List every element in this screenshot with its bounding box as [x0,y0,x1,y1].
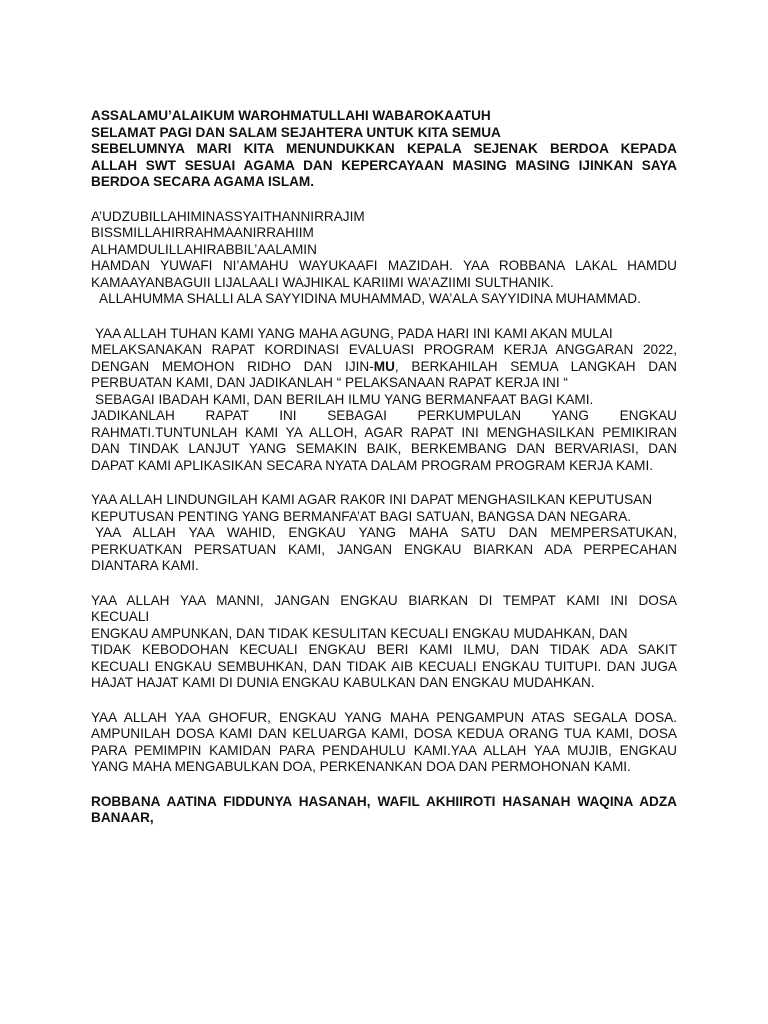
closing-line: BANAAR, [91,810,154,825]
paragraph-line: KECUALI [91,609,150,624]
paragraph-line: SEBAGAI IBADAH KAMI, DAN BERILAH ILMU YANG BERMANFAAT BAGI KAMI. [95,391,594,407]
paragraph-line: KECUALI ENGKAU SEMBUHKAN, DAN TIDAK AIB KECUALI ENGKAU TUITUPI. DAN JUGA [91,658,677,674]
paragraph-line: YAA ALLAH LINDUNGILAH KAMI AGAR RAK0R INI DAPAT MENGHASILKAN KEPUTUSAN [91,492,653,507]
paragraph-line: YANG MAHA MENGABULKAN DOA, PERKENANKAN DOA DAN PERMOHONAN KAMI. [91,759,631,774]
paragraph-line: DAPAT KAMI APLIKASIKAN SECARA NYATA DALAM PROGRAM PROGRAM KERJA KAMI. [91,457,654,473]
paragraph-line: DIANTARA KAMI. [91,558,199,573]
invocation-line: HAMDAN YUWAFI NI’AMAHU WAYUKAAFI MAZIDAH. YAA ROBBANA LAKAL HAMDU [91,258,677,273]
invocation-line: BISSMILLAHIRRAHMAANIRRAHIIM [91,225,314,240]
invocation-line: KAMAAYANBAGUII LIJALAALI WAJHIKAL KARIIMI WA’AZIIMI SULTHANIK. [91,274,554,290]
paragraph-line: ENGKAU AMPUNKAN, DAN TIDAK KESULITAN KECUALI ENGKAU MUDAHKAN, DAN [91,625,628,641]
paragraph-line: YAA ALLAH YAA MANNI, JANGAN ENGKAU BIARKAN DI TEMPAT KAMI INI DOSA [91,592,677,608]
greeting-line: ALLAH SWT SESUAI AGAMA DAN KEPERCAYAAN MASING MASING IJINKAN SAYA [91,157,677,173]
paragraph-line: YAA ALLAH TUHAN KAMI YANG MAHA AGUNG, PADA HARI INI KAMI AKAN MULAI [95,325,613,341]
prayer-paragraph-2 [91,492,677,575]
paragraph-line: JADIKANLAH RAPAT INI SEBAGAI PERKUMPULAN YANG ENGKAU [91,408,677,423]
paragraph-line: PARA PEMIMPIN KAMIDAN PARA PENDAHULU KAMI.YAA ALLAH YAA MUJIB, ENGKAU [91,742,677,758]
invocation-line: A’UDZUBILLAHIMINASSYAITHANNIRRAJIM [91,208,365,224]
prayer-paragraph-4 [91,710,677,776]
paragraph-line: YAA ALLAH YAA WAHID, ENGKAU YANG MAHA SATU DAN MEMPERSATUKAN, [95,525,677,540]
opening-block [91,108,677,191]
prayer-paragraph-3 [91,593,677,692]
paragraph-line: DENGAN MEMOHON RIDHO DAN IJIN-MU, BERKAHILAH SEMUA LANGKAH DAN [91,358,677,374]
paragraph-line: PERKUATKAN PERSATUAN KAMI, JANGAN ENGKAU BIARKAN ADA PERPECAHAN [91,541,677,557]
greeting-line: ASSALAMU’ALAIKUM WAROHMATULLAHI WABAROKAATUH [91,108,491,123]
closing-line: ROBBANA AATINA FIDDUNYA HASANAH, WAFIL AKHIIROTI HASANAH WAQINA ADZA [91,793,677,809]
paragraph-line: AMPUNILAH DOSA KAMI DAN KELUARGA KAMI, DOSA KEDUA ORANG TUA KAMI, DOSA [91,726,677,741]
invocation-block [91,209,677,308]
paragraph-line: TIDAK KEBODOHAN KECUALI ENGKAU BERI KAMI ILMU, DAN TIDAK ADA SAKIT [91,642,677,657]
paragraph-line: DAN TINDAK LANJUT YANG SEMAKIN BAIK, BERKEMBANG DAN BERVARIASI, DAN [91,441,677,456]
greeting-line: BERDOA SECARA AGAMA ISLAM. [91,174,315,189]
document-page [91,108,677,827]
paragraph-line: MELAKSANAKAN RAPAT KORDINASI EVALUASI PROGRAM KERJA ANGGARAN 2022, [91,342,677,357]
paragraph-line: HAJAT HAJAT KAMI DI DUNIA ENGKAU KABULKAN DAN ENGKAU MUDAHKAN. [91,675,595,690]
invocation-line: ALHAMDULILLAHIRABBIL’AALAMIN [91,241,317,257]
paragraph-line: YAA ALLAH YAA GHOFUR, ENGKAU YANG MAHA PENGAMPUN ATAS SEGALA DOSA. [91,709,677,725]
invocation-line: ALLAHUMMA SHALLI ALA SAYYIDINA MUHAMMAD, WA’ALA SAYYIDINA MUHAMMAD. [99,291,641,306]
prayer-paragraph-1 [91,326,677,475]
paragraph-line: PERBUATAN KAMI, DAN JADIKANLAH “ PELAKSANAAN RAPAT KERJA INI “ [91,375,568,390]
closing-block [91,794,677,827]
greeting-line: SELAMAT PAGI DAN SALAM SEJAHTERA UNTUK KITA SEMUA [91,124,501,140]
paragraph-line: RAHMATI.TUNTUNLAH KAMI YA ALLOH, AGAR RAPAT INI MENGHASILKAN PEMIKIRAN [91,424,677,440]
paragraph-line: KEPUTUSAN PENTING YANG BERMANFA’AT BAGI SATUAN, BANGSA DAN NEGARA. [91,508,632,524]
greeting-line: SEBELUMNYA MARI KITA MENUNDUKKAN KEPALA SEJENAK BERDOA KEPADA [91,141,677,156]
